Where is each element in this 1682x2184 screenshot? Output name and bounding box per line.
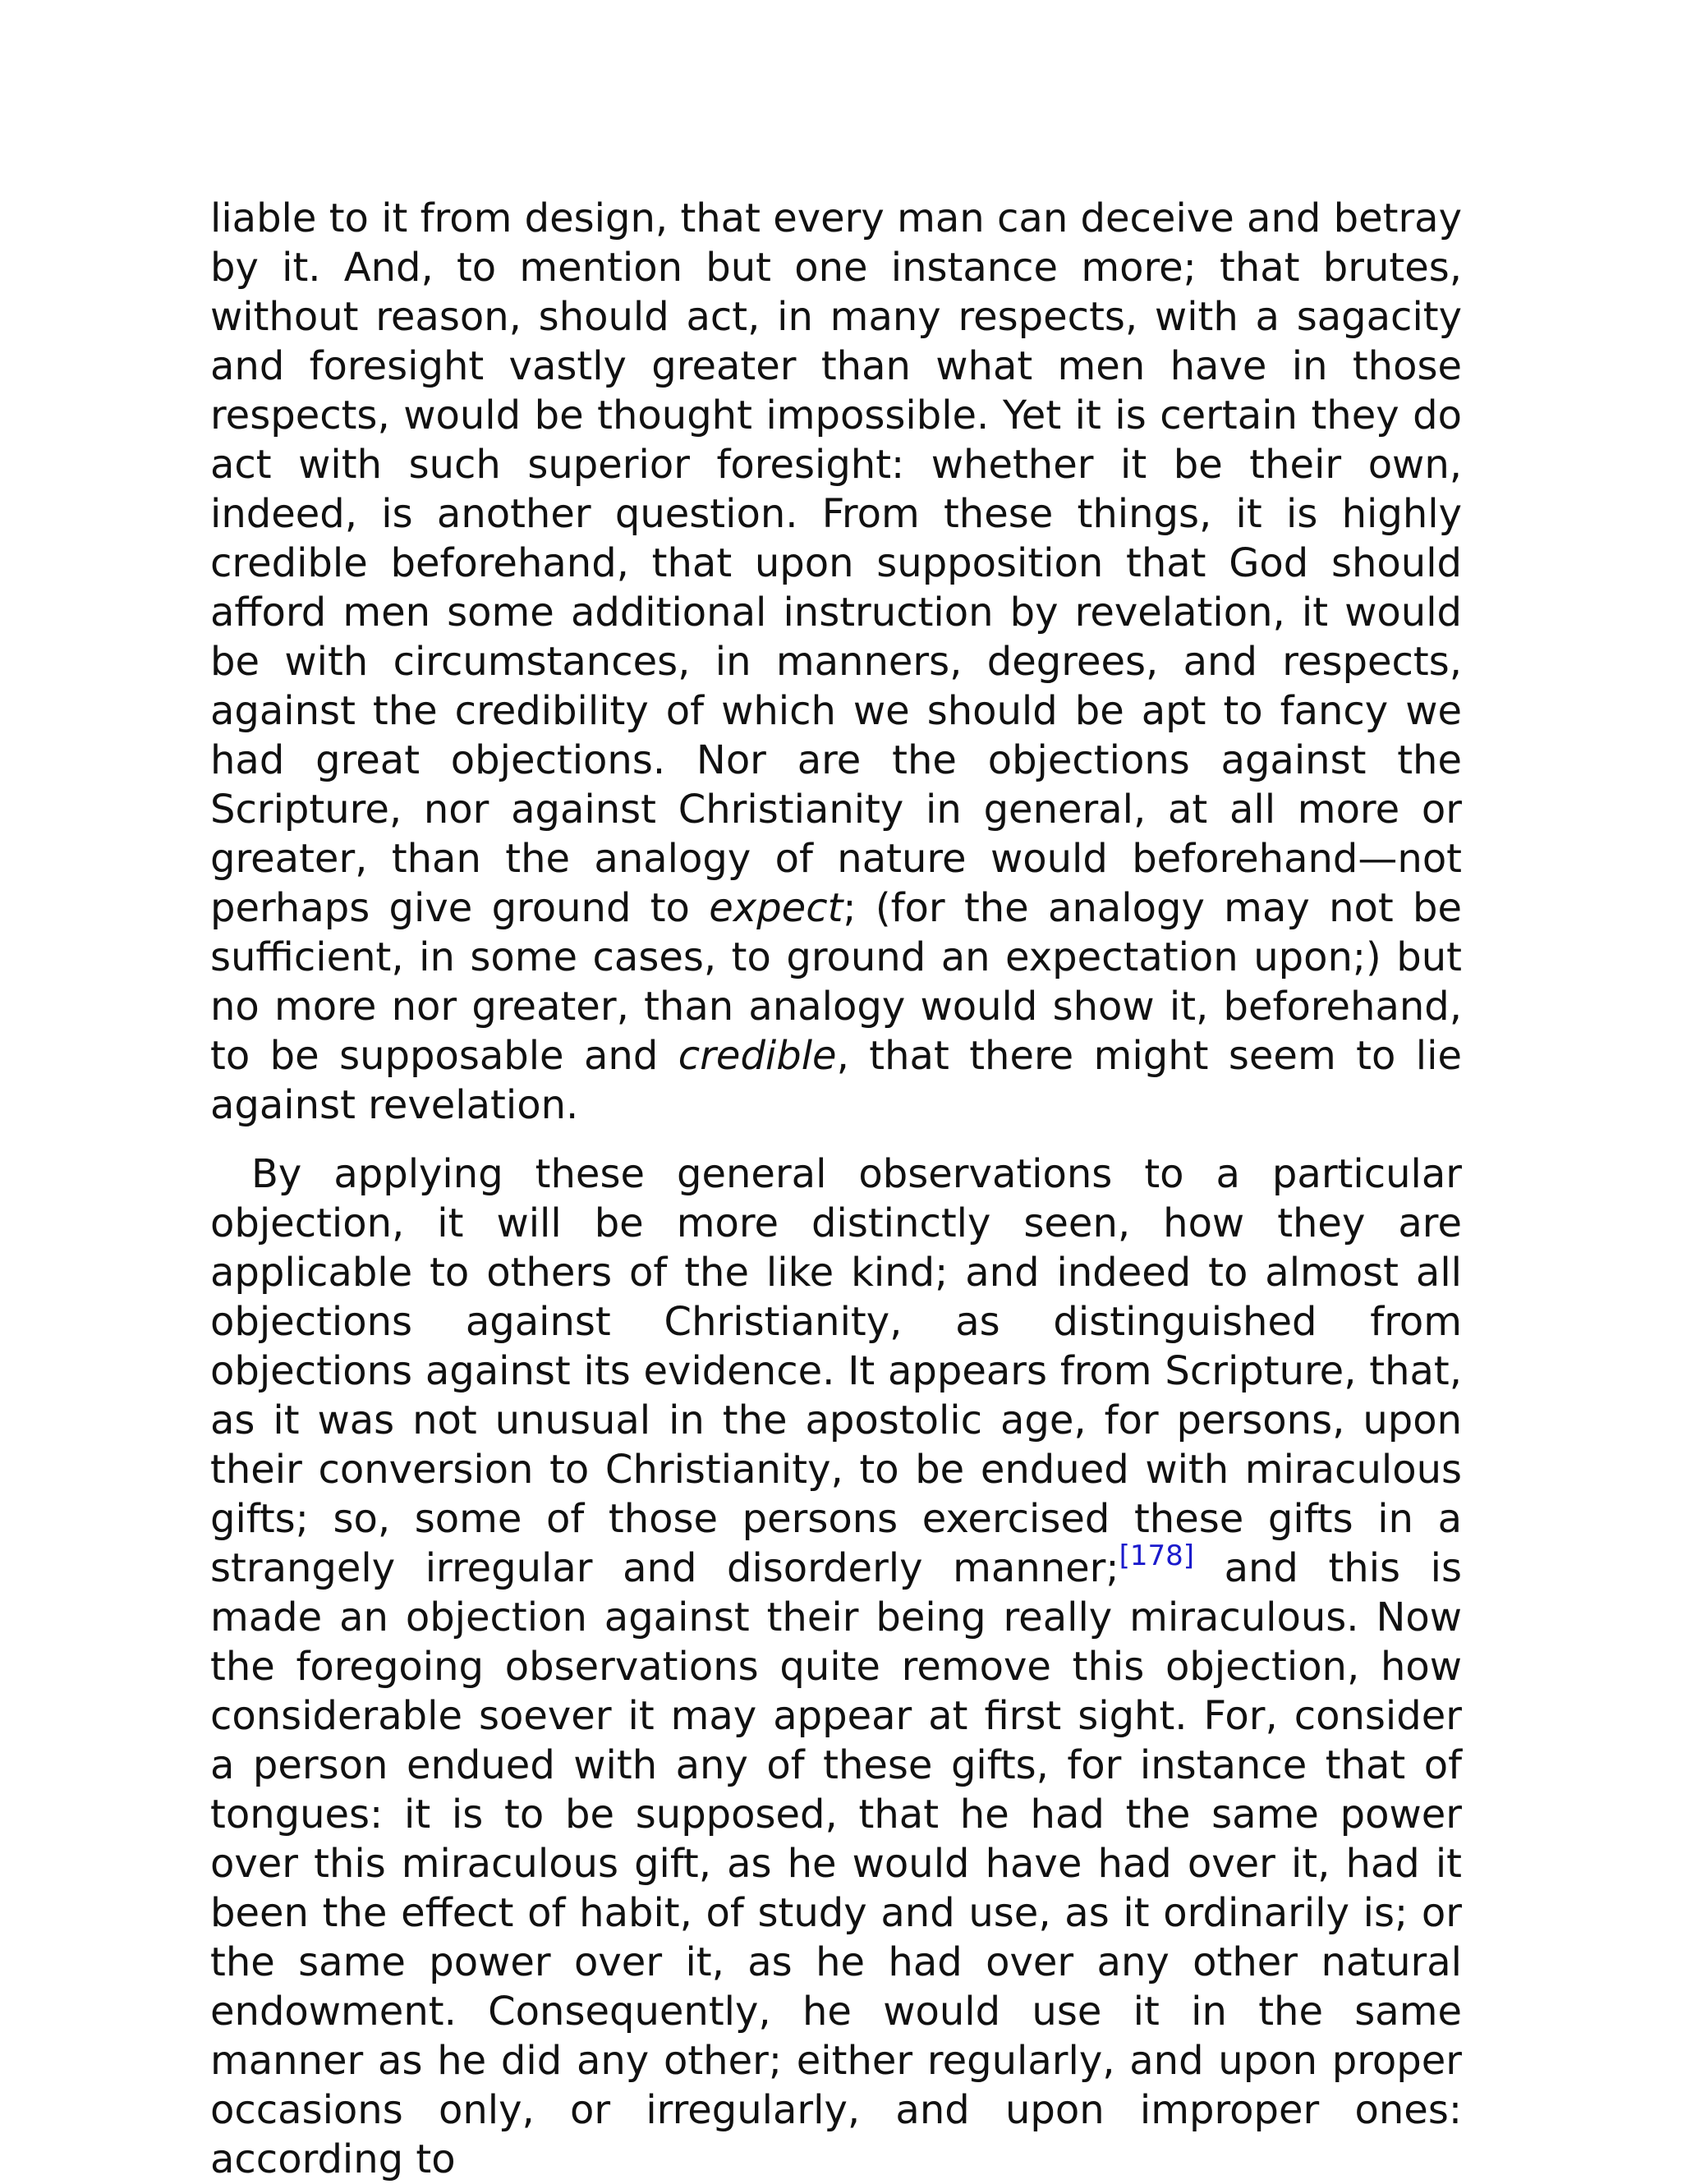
paragraph-1-text-b: ; (for the analogy may not be sufficient, in some cases, to ground an expectation upon;) but no more nor greater, than analogy would show it, beforehand, to be supposable and [210, 885, 1463, 1079]
page-body [210, 194, 1462, 2184]
paragraph-1-text-c: , that there might seem to lie against revelation. [210, 1033, 1463, 1128]
paragraph-1-text-a: liable to it from design, that every man can deceive and betray by it. And, to mention but one instance more; that brutes, without reason, should act, in many respects, with a sagacity and foresight vastly greater than what men have in those respects, would be thought impossible. Yet it is certain they do act with such superior foresight: whether it be their own, indeed, is another question. From these things, it is highly credible beforehand, that upon supposition that God should afford men some additional instruction by revelation, it would be with circumstances, in manners, degrees, and respects, against the credibility of which we should be apt to fancy we had great objections. Nor are the objections against the Scripture, nor against Christianity in general, at all more or greater, than the analogy of nature would beforehand—not perhaps give ground to [210, 195, 1462, 931]
footnote-link-178[interactable]: [178] [1119, 1539, 1195, 1572]
paragraph-2-text-b: and this is made an objection against their being really miraculous. Now the foregoing observations quite remove this objection, how considerable soever it may appear at first sight. For, consider a person endued with any of these gifts, for instance that of tongues: it is to be supposed, that he had the same power over this miraculous gift, as he would have had over it, had it been the effect of habit, of study and use, as it ordinarily is; or the same power over it, as he had over any other natural endowment. Consequently, he would use it in the same manner as he did any other; either regularly, and upon proper occasions only, or irregularly, and upon improper ones: according to [210, 1545, 1462, 2182]
emphasis-credible: credible [678, 1033, 837, 1079]
emphasis-expect: expect [709, 885, 843, 931]
paragraph-1 [210, 194, 1462, 1130]
paragraph-2-text-a: By applying these general observations to a particular objection, it will be more distinctly seen, how they are applicable to others of the like kind; and indeed to almost all objections against Christianity, as distinguished from objections against its evidence. It appears from Scripture, that, as it was not unusual in the apostolic age, for persons, upon their conversion to Christianity, to be endued with miraculous gifts; so, some of those persons exercised these gifts in a strangely irregular and disorderly manner; [210, 1151, 1462, 1591]
paragraph-2 [210, 1149, 1462, 2184]
